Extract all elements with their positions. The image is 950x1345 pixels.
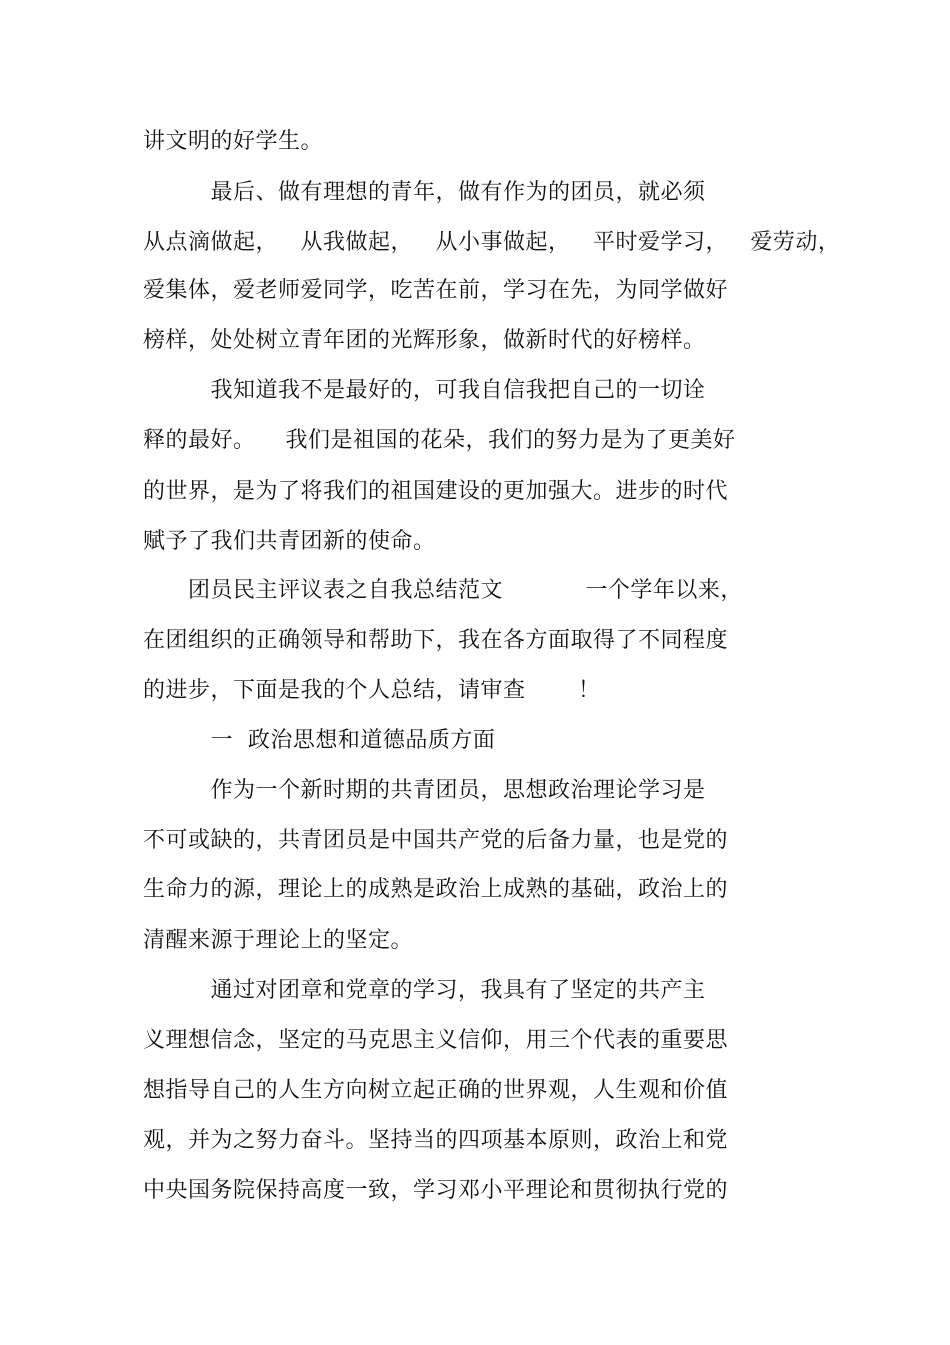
text-line: 义理想信念，坚定的马克思主义信仰，用三个代表的重要思 (143, 1028, 729, 1053)
text-line: 想指导自己的人生方向树立起正确的世界观，人生观和价值 (143, 1078, 729, 1103)
text-line: 的进步，下面是我的个人总结，请审查 ！ (143, 678, 601, 703)
text-line: 爱集体，爱老师爱同学，吃苦在前，学习在先，为同学做好 (143, 278, 729, 303)
text-line: 在团组织的正确领导和帮助下，我在各方面取得了不同程度 (143, 628, 729, 653)
text-line: 我知道我不是最好的，可我自信我把自己的一切诠 (143, 378, 706, 403)
text-line: 不可或缺的，共青团员是中国共产党的后备力量，也是党的 (143, 828, 729, 853)
text-line: 释的最好。 我们是祖国的花朵，我们的努力是为了更美好 (143, 428, 736, 453)
section-heading: 一 政治思想和道德品质方面 (143, 728, 496, 753)
text-line: 团员民主评议表之自我总结范文 一个学年以来， (143, 578, 743, 603)
text-line: 中央国务院保持高度一致，学习邓小平理论和贯彻执行党的 (143, 1178, 729, 1203)
text-line: 从点滴做起， 从我做起， 从小事做起， 平时爱学习， 爱劳动， (143, 230, 841, 255)
text-line: 赋予了我们共青团新的使命。 (143, 529, 436, 554)
text-line: 清醒来源于理论上的坚定。 (143, 928, 414, 953)
text-line: 讲文明的好学生。 (143, 129, 324, 154)
text-line: 通过对团章和党章的学习，我具有了坚定的共产主 (143, 978, 706, 1003)
text-line: 生命力的源，理论上的成熟是政治上成熟的基础，政治上的 (143, 877, 729, 902)
text-line: 观，并为之努力奋斗。坚持当的四项基本原则，政治上和党 (143, 1128, 729, 1153)
text-line: 榜样，处处树立青年团的光辉形象，做新时代的好榜样。 (143, 328, 706, 353)
text-line: 最后、做有理想的青年，做有作为的团员，就必须 (143, 180, 706, 205)
text-line: 的世界，是为了将我们的祖国建设的更加强大。进步的时代 (143, 479, 729, 504)
text-line: 作为一个新时期的共青团员，思想政治理论学习是 (143, 778, 706, 803)
